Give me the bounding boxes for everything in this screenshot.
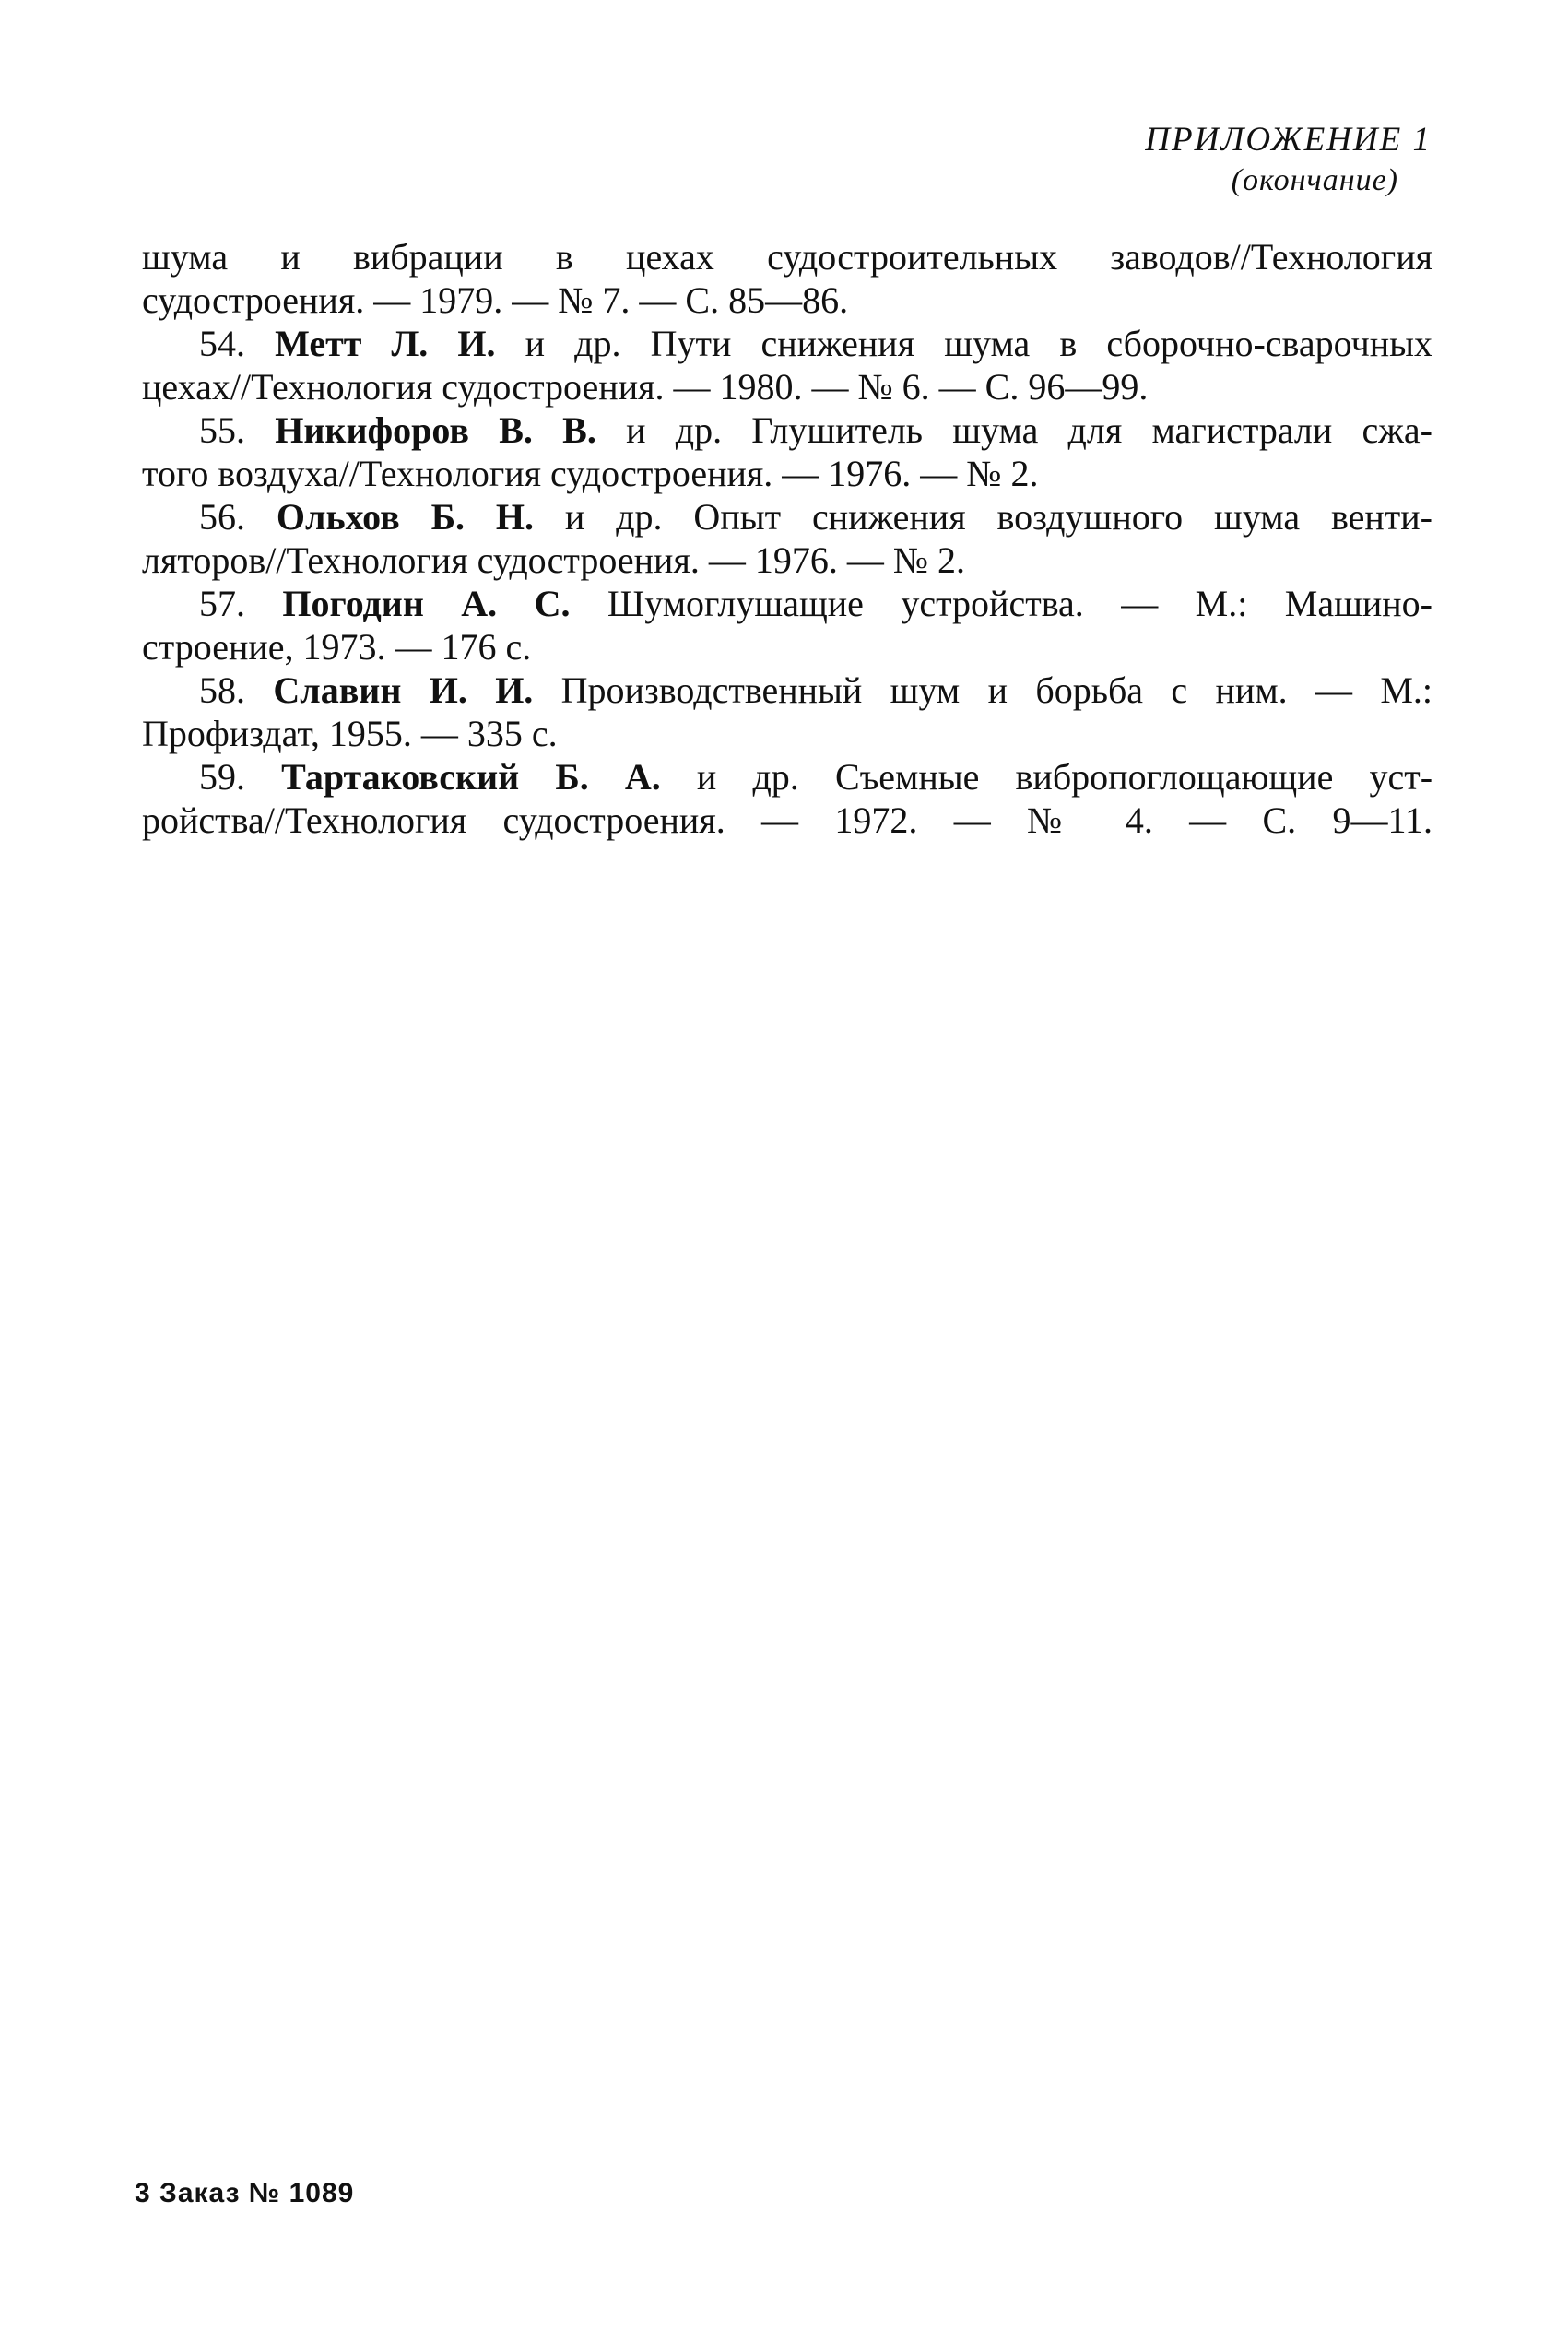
reference-author: Тартаковский Б. А. [281,756,661,798]
reference-author: Никифоров В. В. [275,409,596,451]
reference-item [142,322,1432,408]
reference-item [142,669,1432,755]
reference-item [142,495,1432,582]
reference-author: Ольхов Б. Н. [276,496,535,538]
reference-text: и др. Съемные вибропоглощающие уст- [696,756,1432,798]
reference-line-2: ройства//Технология судостроения. — 1972. — № 4. — С. 9—11. [142,799,1432,841]
reference-author: Погодин А. С. [282,583,571,624]
reference-line-2: того воздуха//Технология судостроения. — 1976. — № 2. [142,453,1039,494]
reference-continued-line-2: судостроения. — 1979. — № 7. — С. 85—86. [142,279,849,321]
reference-line-1 [142,755,1432,799]
reference-text: Производственный шум и борьба с ним. — М.: [560,669,1432,711]
appendix-heading [1145,118,1432,199]
reference-number: 56. [199,496,245,538]
reference-text: и др. Опыт снижения воздушного шума венти- [564,496,1432,538]
reference-author: Славин И. И. [273,669,534,711]
reference-line-1 [142,408,1432,452]
appendix-subtitle: (окончание) [1231,163,1398,197]
reference-text: и др. Глушитель шума для магистрали сжа- [626,409,1432,451]
reference-list [142,235,1432,842]
appendix-title: ПРИЛОЖЕНИЕ 1 [1145,121,1432,159]
reference-line-2: цехах//Технология судостроения. — 1980. — № 6. — С. 96—99. [142,366,1149,408]
reference-text: и др. Пути снижения шума в сборочно-сварочных [525,323,1432,364]
reference-line-1 [142,669,1432,712]
reference-number: 57. [199,583,245,624]
reference-line-1 [142,495,1432,538]
reference-line-2: строение, 1973. — 176 с. [142,626,532,668]
reference-text: Шумоглушащие устройства. — М.: Машино- [607,583,1432,624]
reference-number: 58. [199,669,245,711]
reference-number: 55. [199,409,245,451]
reference-number: 59. [199,756,245,798]
reference-continued-line-1: шума и вибрации в цехах судостроительных заводов//Технология [142,236,1432,278]
reference-line-2: Профиздат, 1955. — 335 с. [142,713,558,754]
print-order-footer: 3 Заказ № 1089 [135,2178,355,2208]
reference-line-1 [142,582,1432,625]
reference-line-2: ляторов//Технология судостроения. — 1976. — № 2. [142,539,966,581]
reference-item [142,582,1432,669]
reference-item [142,755,1432,842]
reference-line-1 [142,322,1432,365]
reference-number: 54. [199,323,245,364]
reference-author: Метт Л. И. [275,323,496,364]
reference-item [142,408,1432,495]
